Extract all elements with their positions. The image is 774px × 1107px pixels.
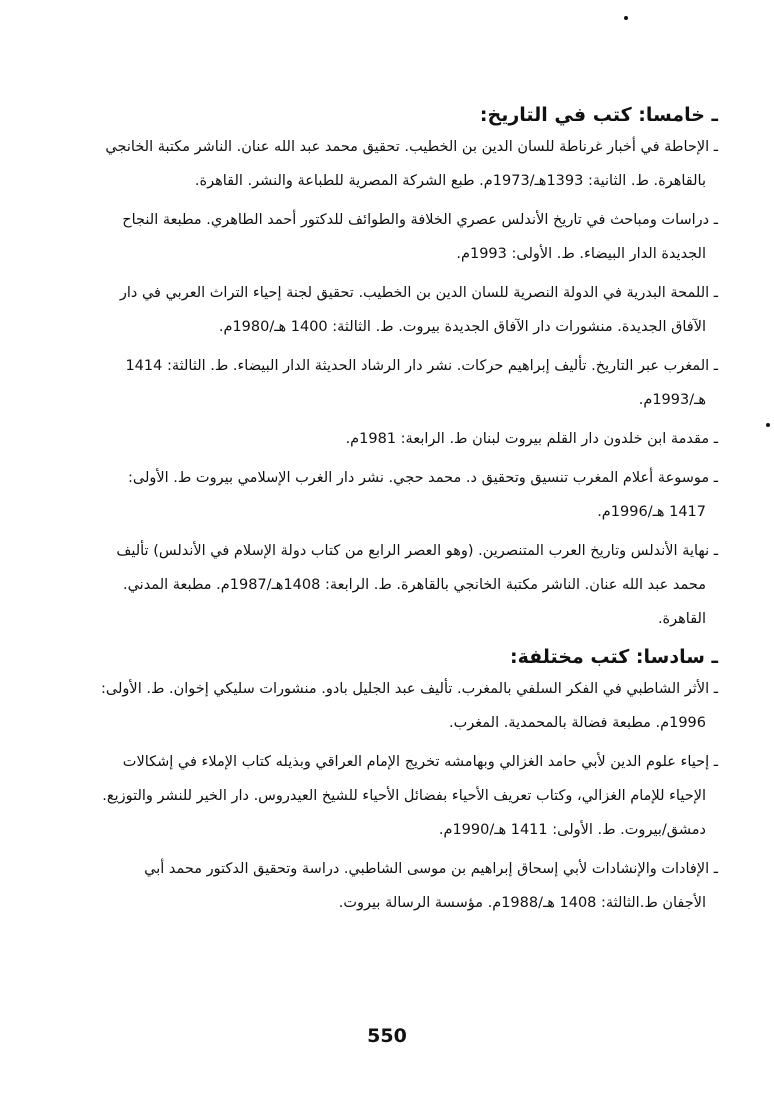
bibliography-entry: ـ الإفادات والإنشادات لأبي إسحاق إبراهيم بن موسى الشاطبي. دراسة وتحقيق الدكتور محمد أبي الأجفان ط.الثالثة: 1408 هـ/1988م. مؤسسة الرسالة بيروت. <box>144 861 718 911</box>
bibliography-entry: ـ موسوعة أعلام المغرب تنسيق وتحقيق د. محمد حجي. نشر دار الغرب الإسلامي بيروت ط. الأولى: 1417 هـ/1996م. <box>128 470 718 520</box>
page-number: 550 <box>367 1025 407 1047</box>
scan-speck-top <box>624 16 628 20</box>
bibliography-entry: ـ إحياء علوم الدين لأبي حامد الغزالي وبهامشه تخريج الإمام العراقي وبذيله كتاب الإملاء في إشكالات الإحياء للإمام الغزالي، وكتاب تعريف الأحياء بفضائل الأحياء للشيخ العيدروس. دار الخير للنشر والتوزيع. دمشق/بيروت. ط. الأولى: 1411 هـ/1990م. <box>102 754 718 838</box>
section-heading-history: ـ خامسا: كتب في التاريخ: <box>479 104 718 126</box>
bibliography-entry: ـ المغرب عبر التاريخ. تأليف إبراهيم حركات. نشر دار الرشاد الحديثة الدار البيضاء. ط. الثالثة: 1414 هـ/1993م. <box>125 358 718 408</box>
bibliography-entry: ـ الإحاطة في أخبار غرناطة للسان الدين بن الخطيب. تحقيق محمد عبد الله عنان. الناشر مكتبة الخانجي بالقاهرة. ط. الثانية: 1393هـ/1973م. طبع الشركة المصرية للطباعة والنشر. القاهرة. <box>105 139 718 189</box>
bibliography-entry: ـ الأثر الشاطبي في الفكر السلفي بالمغرب. تأليف عبد الجليل بادو. منشورات سليكي إخوان. ط. الأولى: 1996م. مطبعة فضالة بالمحمدية. المغرب. <box>101 681 718 731</box>
scan-speck-right <box>766 423 770 427</box>
bibliography-entry: ـ مقدمة ابن خلدون دار القلم بيروت لبنان ط. الرابعة: 1981م. <box>345 431 718 447</box>
bibliography-page <box>98 98 718 925</box>
section-heading-misc: ـ سادسا: كتب مختلفة: <box>509 646 718 668</box>
bibliography-entry: ـ اللمحة البدرية في الدولة النصرية للسان الدين بن الخطيب. تحقيق لجنة إحياء التراث العربي في دار الآفاق الجديدة. منشورات دار الآفاق الجديدة بيروت. ط. الثالثة: 1400 هـ/1980م. <box>119 285 718 335</box>
bibliography-entry: ـ نهاية الأندلس وتاريخ العرب المتنصرين. (وهو العصر الرابع من كتاب دولة الإسلام في الأندلس) تأليف محمد عبد الله عنان. الناشر مكتبة الخانجي بالقاهرة. ط. الرابعة: 1408هـ/1987م. مطبعة المدني. القاهرة. <box>116 543 718 627</box>
bibliography-entry: ـ دراسات ومباحث في تاريخ الأندلس عصري الخلافة والطوائف للدكتور أحمد الطاهري. مطبعة النجاح الجديدة الدار البيضاء. ط. الأولى: 1993م. <box>122 212 718 262</box>
